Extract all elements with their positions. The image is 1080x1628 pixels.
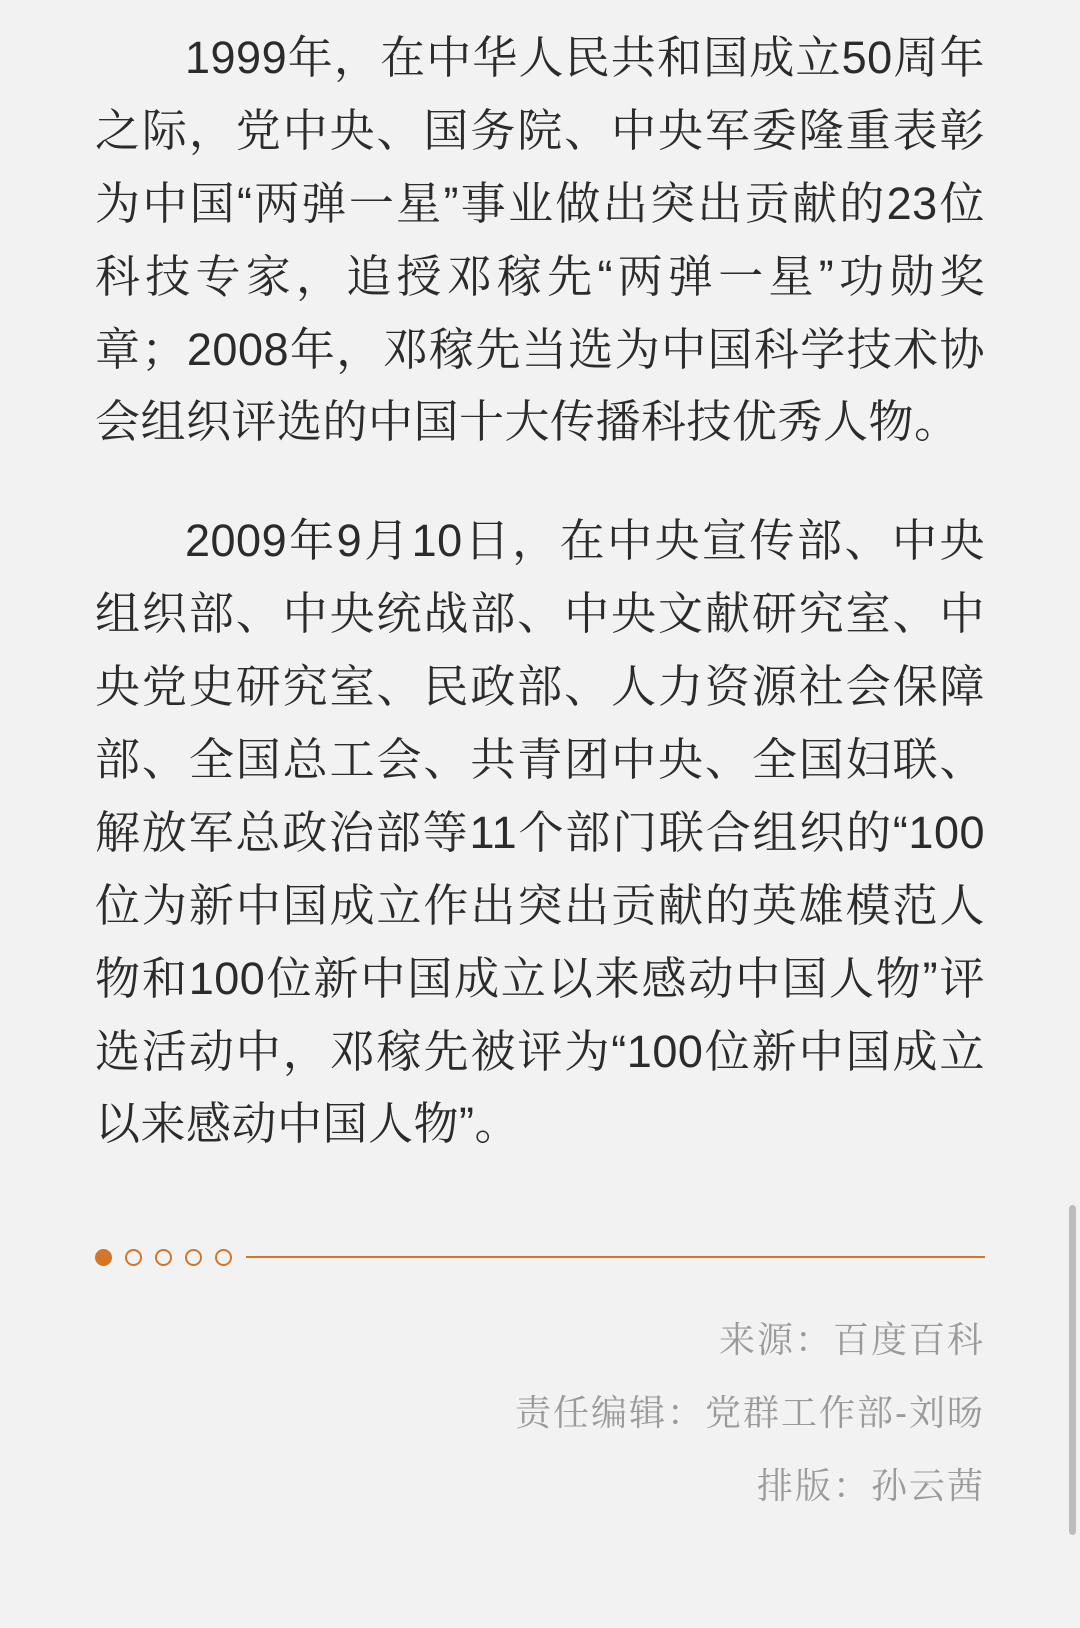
dot-icon <box>215 1249 232 1266</box>
credit-layout: 排版：孙云茜 <box>756 1464 985 1506</box>
dot-icon <box>155 1249 172 1266</box>
credit-source: 来源：百度百科 <box>718 1319 985 1361</box>
vertical-scrollbar[interactable] <box>1069 1205 1076 1535</box>
article-paragraph: 1999年，在中华人民共和国成立50周年之际，党中央、国务院、中央军委隆重表彰为中国“两弹一星”事业做出突出贡献的23位科技专家，追授邓稼先“两弹一星”功勋奖章；2008年，邓稼先当选为中国科学技术协会组织评选的中国十大传播科技优秀人物。 <box>95 32 985 448</box>
credit-editor: 责任编辑：党群工作部-刘旸 <box>515 1392 985 1434</box>
dot-icon <box>185 1249 202 1266</box>
section-divider <box>95 1237 985 1277</box>
article-paragraph: 2009年9月10日，在中央宣传部、中央组织部、中央统战部、中央文献研究室、中央党史研究室、民政部、人力资源社会保障部、全国总工会、共青团中央、全国妇联、解放军总政治部等11个部门联合组织的“100位为新中国成立作出突出贡献的英雄模范人物和100位新中国成立以来感动中国人物”评选活动中，邓稼先被评为“100位新中国成立以来感动中国人物”。 <box>95 515 985 1150</box>
credits-block <box>95 1317 985 1509</box>
dot-icon <box>125 1249 142 1266</box>
dot-decoration <box>95 1249 246 1266</box>
dot-icon <box>95 1249 112 1266</box>
divider-line <box>246 1256 985 1258</box>
